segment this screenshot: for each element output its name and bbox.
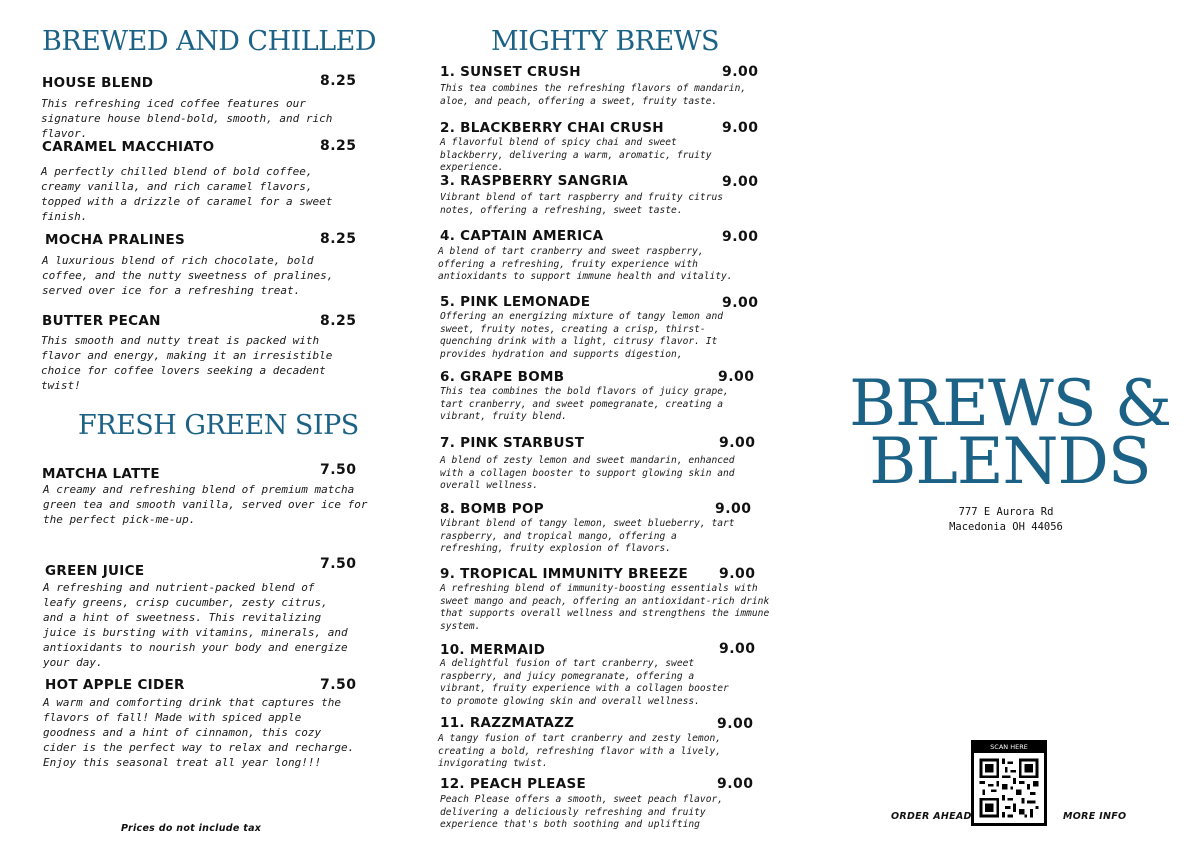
address [906,505,1106,535]
mighty-item-desc: Vibrant blend of tangy lemon, sweet blueberry, tart raspberry, and tropical mango, offering a refreshing, fruity explosion of flavors. [440,518,735,555]
mighty-item-name: 12. PEACH PLEASE [440,776,586,792]
butter-pecan-desc: This smooth and nutty treat is packed with flavor and energy, making it an irresistible choice for coffee lovers seeking a decadent twist! [41,334,333,392]
hot-apple-cider-name: HOT APPLE CIDER [45,677,185,693]
house-blend-name: HOUSE BLEND [42,75,154,91]
brewed-and-chilled-title: BREWED AND CHILLED [42,26,377,57]
mighty-item-price: 9.00 [717,716,754,732]
tax-note: Prices do not include tax [121,823,262,834]
brand-logo [830,367,1190,499]
scan-here-label: SCAN HERE [990,743,1028,751]
mighty-item-price: 9.00 [722,174,759,190]
mighty-item-name: 1. SUNSET CRUSH [440,64,581,80]
mocha-pralines-price: 8.25 [320,231,357,247]
qr-code[interactable] [971,740,1047,826]
brand-line-1: BREWS & [849,367,1171,441]
mighty-item-price: 9.00 [719,641,756,657]
house-blend-desc: This refreshing iced coffee features our signature house blend-bold, smooth, and rich flavor. [41,97,333,140]
matcha-latte-name: MATCHA LATTE [42,466,160,482]
mighty-item-name: 5. PINK LEMONADE [440,294,591,310]
mighty-item-desc: A tangy fusion of tart cranberry and zesty lemon, creating a bold, refreshing flavor with a lively, invigorating twist. [438,733,722,770]
mighty-item-name: 8. BOMB POP [440,501,544,517]
mighty-item-desc: This tea combines the bold flavors of juicy grape, tart cranberry, and sweet pomegranate, creating a vibrant, fruity blend. [440,386,729,423]
mighty-item-price: 9.00 [715,501,752,517]
mighty-item-desc: A blend of tart cranberry and sweet raspberry, offering a refreshing, fruity experience with antioxidants to support immune health and vitality. [438,246,733,283]
more-info-link[interactable]: MORE INFO [1063,811,1127,822]
caramel-macchiato-name: CARAMEL MACCHIATO [42,139,215,155]
mighty-item-desc: Peach Please offers a smooth, sweet peach flavor, delivering a deliciously refreshing and fruity experience that's both soothing and uplifting [440,794,724,831]
mighty-item-price: 9.00 [717,776,754,792]
green-juice-name: GREEN JUICE [45,563,145,579]
mocha-pralines-name: MOCHA PRALINES [45,232,186,248]
mighty-item-price: 9.00 [718,369,755,385]
butter-pecan-name: BUTTER PECAN [42,313,161,329]
mighty-item-price: 9.00 [722,120,759,136]
mighty-item-name: 10. MERMAID [440,642,546,658]
mighty-item-desc: This tea combines the refreshing flavors of mandarin, aloe, and peach, offering a sweet, fruity taste. [440,83,747,107]
mighty-item-price: 9.00 [722,64,759,80]
hot-apple-cider-price: 7.50 [320,677,357,693]
mighty-brews-title: MIGHTY BREWS [491,26,719,57]
butter-pecan-price: 8.25 [320,313,357,329]
green-juice-desc: A refreshing and nutrient-packed blend of leafy greens, crisp cucumber, zesty citrus, and a hint of sweetness. This revitalizing juice is bursting with vitamins, minerals, and antioxidants to nourish your body and energize your day. [43,581,348,669]
green-juice-price: 7.50 [320,556,357,572]
mighty-item-price: 9.00 [719,566,756,582]
mighty-item-desc: A blend of zesty lemon and sweet mandarin, enhanced with a collagen booster to support glowing skin and overall wellness. [440,455,735,492]
mighty-item-name: 11. RAZZMATAZZ [440,715,575,731]
mighty-item-desc: A delightful fusion of tart cranberry, sweet raspberry, and juicy pomegranate, offering a vibrant, fruity experience with a collagen booster to promote glowing skin and overall wellness. [440,658,729,707]
mighty-item-desc: Vibrant blend of tart raspberry and fruity citrus notes, offering a refreshing, sweet taste. [440,192,724,216]
mighty-item-name: 7. PINK STARBUST [440,435,585,451]
order-ahead-link[interactable]: ORDER AHEAD [891,811,972,822]
mighty-item-desc: Offering an energizing mixture of tangy lemon and sweet, fruity notes, creating a crisp, thirst-quenching drink with a light, citrusy flavor. It provides hydration and supports digestion, [440,311,724,360]
qr-code-icon [974,753,1044,823]
hot-apple-cider-desc: A warm and comforting drink that captures the flavors of fall! Made with spiced apple goodness and a hint of cinnamon, this cozy cider is the perfect way to relax and recharge. Enjoy this seasonal treat all year long!!! [43,696,355,769]
mighty-item-desc: A refreshing blend of immunity-boosting essentials with sweet mango and peach, offering an antioxidant-rich drink that supports overall wellness and strengthens the immune system. [440,583,770,632]
matcha-latte-price: 7.50 [320,462,357,478]
caramel-macchiato-price: 8.25 [320,138,357,154]
mighty-item-desc: A flavorful blend of spicy chai and sweet blackberry, delivering a warm, aromatic, fruity experience. [440,137,712,174]
mighty-item-price: 9.00 [722,229,759,245]
mocha-pralines-desc: A luxurious blend of rich chocolate, bold coffee, and the nutty sweetness of pralines, served over ice for a refreshing treat. [42,254,334,297]
mighty-item-price: 9.00 [719,435,756,451]
house-blend-price: 8.25 [320,73,357,89]
mighty-item-name: 4. CAPTAIN AMERICA [440,228,604,244]
brand-line-2: BLENDS [869,425,1151,499]
mighty-item-price: 9.00 [722,295,759,311]
mighty-item-name: 9. TROPICAL IMMUNITY BREEZE [440,566,688,582]
matcha-latte-desc: A creamy and refreshing blend of premium matcha green tea and smooth vanilla, served over ice for the perfect pick-me-up. [43,483,368,526]
address-line-1: 777 E Aurora Rd [958,506,1054,518]
fresh-green-sips-title: FRESH GREEN SIPS [78,410,359,441]
address-line-2: Macedonia OH 44056 [949,521,1063,533]
mighty-item-name: 2. BLACKBERRY CHAI CRUSH [440,120,664,136]
mighty-item-name: 3. RASPBERRY SANGRIA [440,173,629,189]
mighty-item-name: 6. GRAPE BOMB [440,369,565,385]
caramel-macchiato-desc: A perfectly chilled blend of bold coffee, creamy vanilla, and rich caramel flavors, topped with a drizzle of caramel for a sweet finish. [41,165,333,223]
